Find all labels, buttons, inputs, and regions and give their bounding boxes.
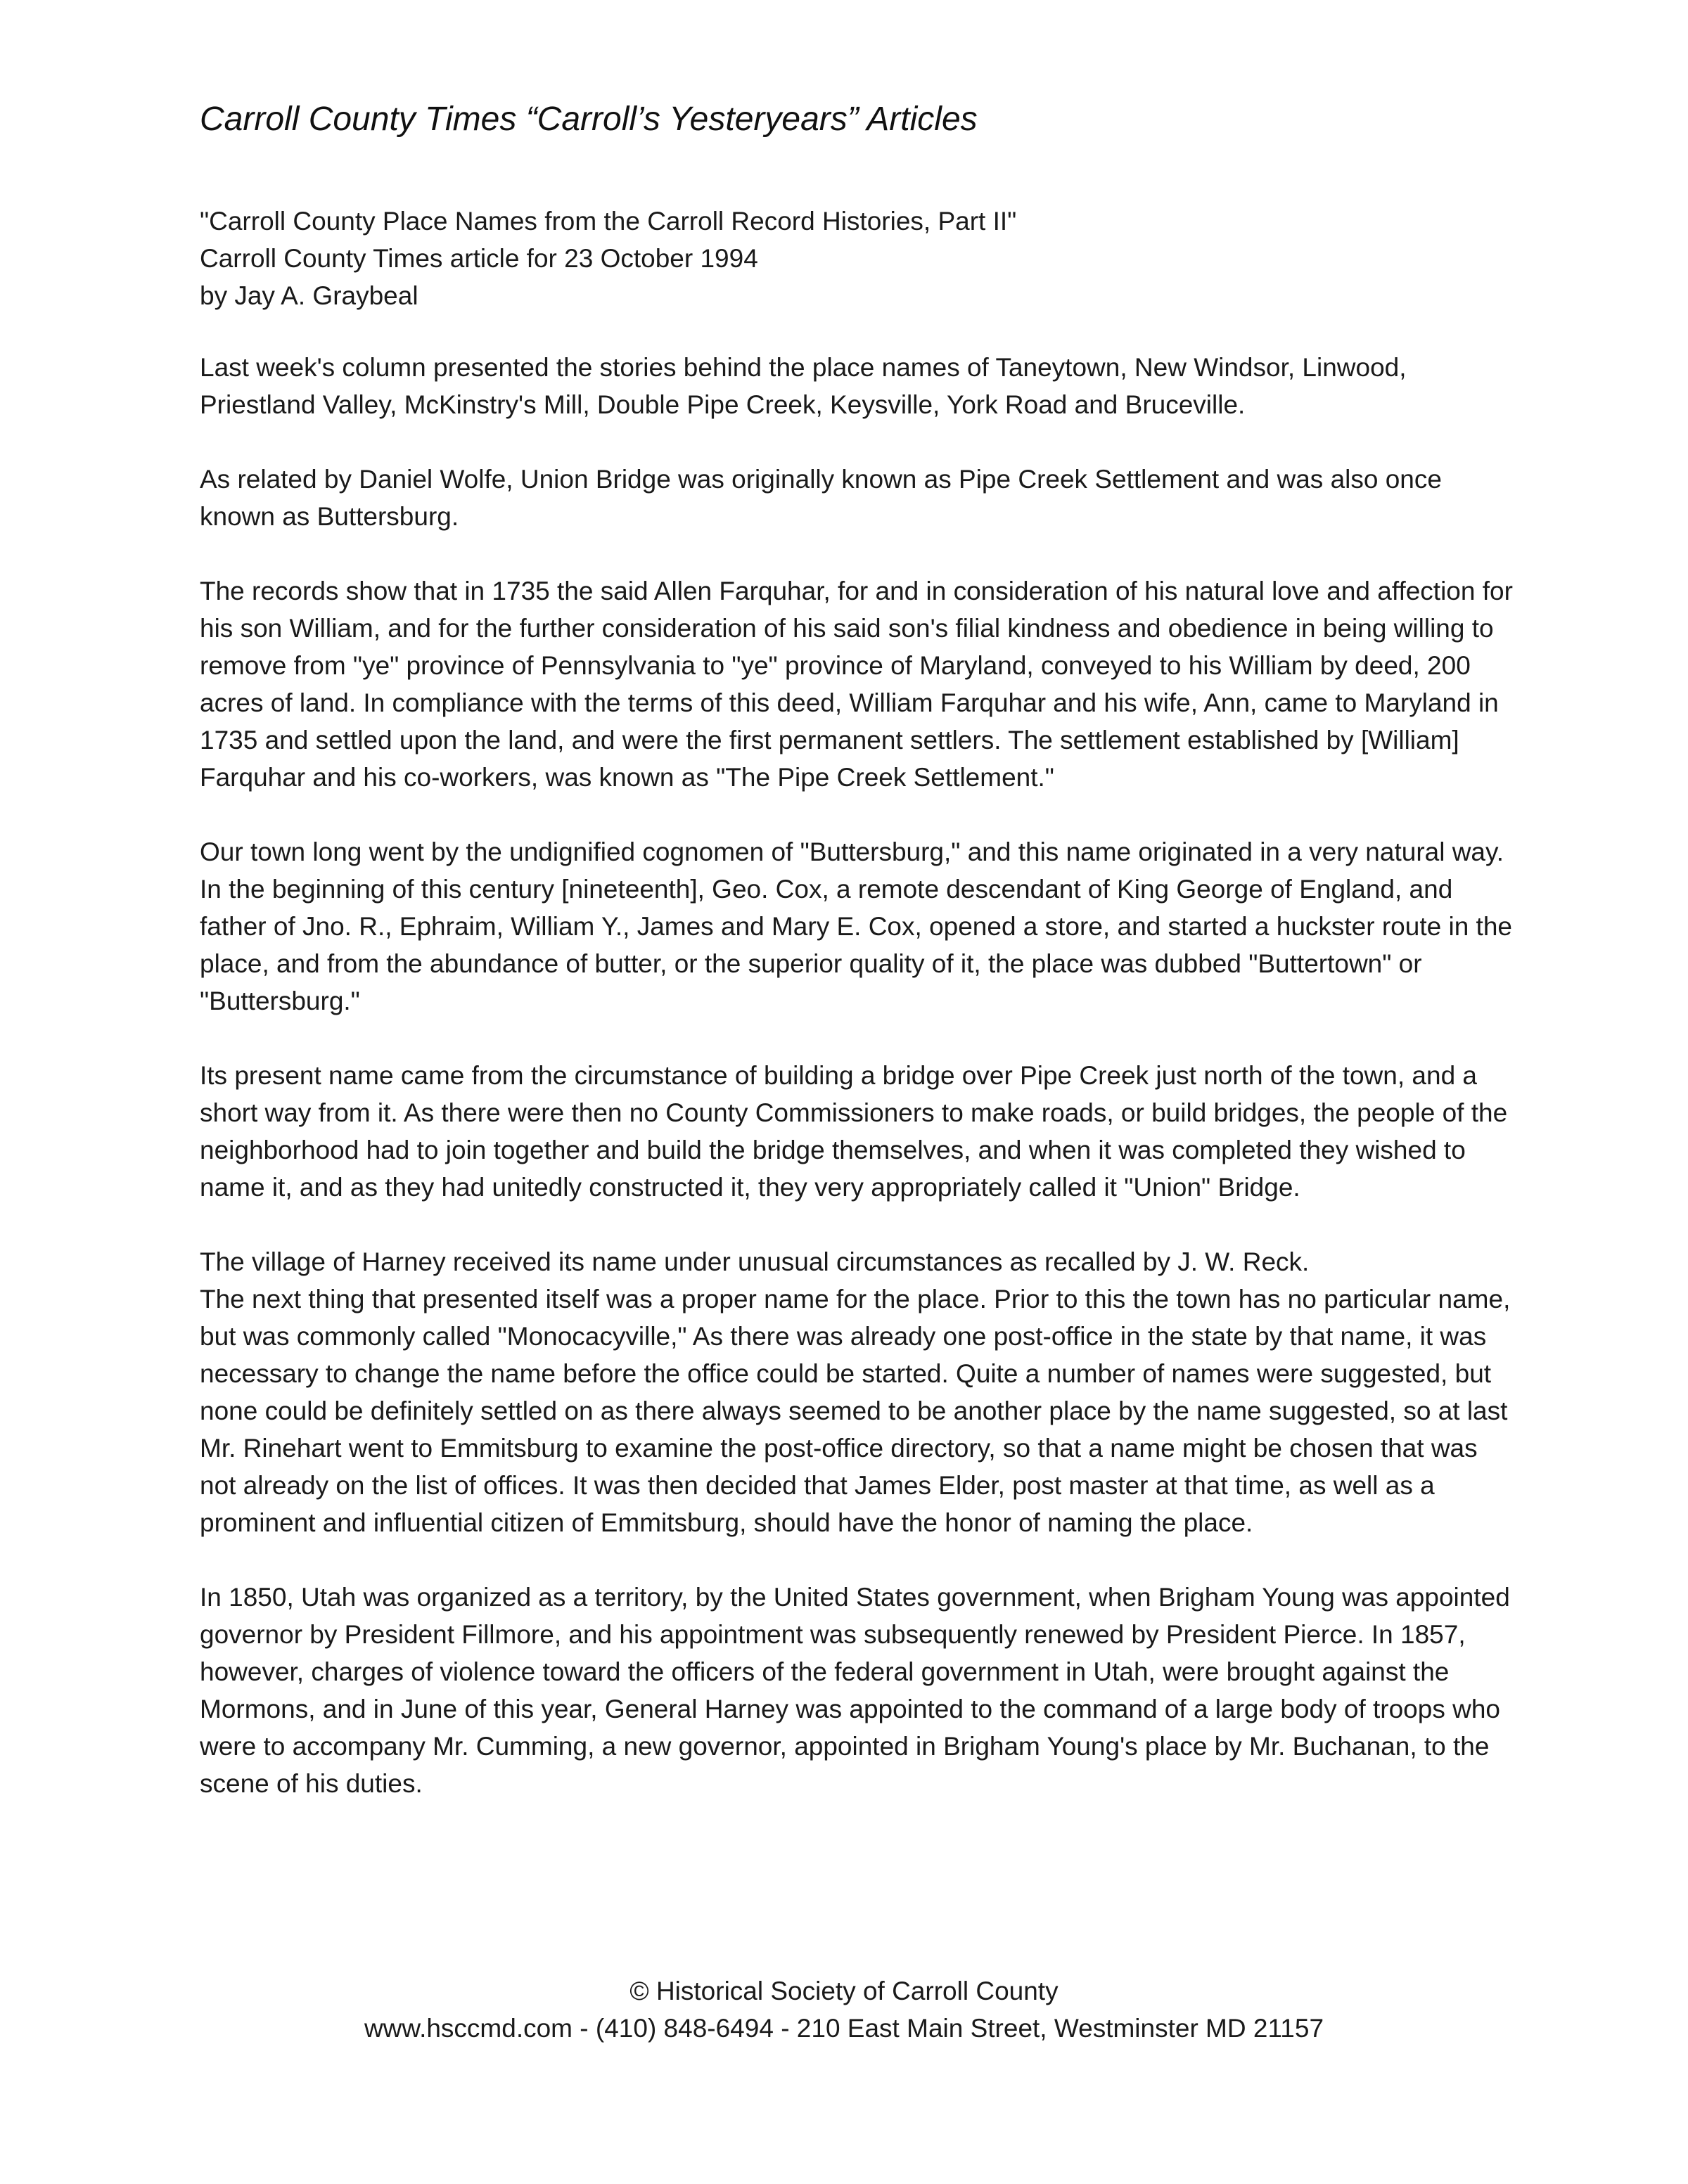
article-body: [200, 349, 1515, 1839]
footer-copyright: © Historical Society of Carroll County: [629, 1977, 1059, 2005]
paragraph-union-bridge: As related by Daniel Wolfe, Union Bridge was originally known as Pipe Creek Settlement and was also once known as Buttersburg.: [200, 465, 1442, 531]
paragraph-harney-intro: The village of Harney received its name under unusual circumstances as recalled by J. W. Reck.: [200, 1247, 1310, 1276]
article-publication: Carroll County Times article for 23 October 1994: [200, 244, 758, 273]
page-footer: [0, 1972, 1688, 2047]
article-byline: by Jay A. Graybeal: [200, 281, 418, 310]
page-header-title: Carroll County Times “Carroll’s Yesteryears” Articles: [200, 101, 978, 138]
paragraph-union-name: Its present name came from the circumstance of building a bridge over Pipe Creek just north of the town, and a short way from it. As there were then no County Commissioners to make roads, or build bridges, the people of the neighborhood had to join together and build the bridge themselves, and when it was completed they wished to name it, and as they had unitedly constructed it, they very appropriately called it "Union" Bridge.: [200, 1061, 1508, 1202]
paragraph-farquhar-records: The records show that in 1735 the said Allen Farquhar, for and in consideration of his natural love and affection for his son William, and for the further consideration of his said son's filial kindness and obedience in being willing to remove from "ye" province of Pennsylvania to "ye" province of Maryland, conveyed to his William by deed, 200 acres of land. In compliance with the terms of this deed, William Farquhar and his wife, Ann, came to Maryland in 1735 and settled upon the land, and were the first permanent settlers. The settlement established by [William] Farquhar and his co-workers, was known as "The Pipe Creek Settlement.": [200, 577, 1513, 792]
footer-contact: www.hsccmd.com - (410) 848-6494 - 210 East Main Street, Westminster MD 21157: [364, 2014, 1324, 2043]
article-meta: [200, 203, 1016, 314]
paragraph-buttersburg: Our town long went by the undignified cognomen of "Buttersburg," and this name originated in a very natural way. In the beginning of this century [nineteenth], Geo. Cox, a remote descendant of King George of England, and father of Jno. R., Ephraim, William Y., James and Mary E. Cox, opened a store, and started a huckster route in the place, and from the abundance of butter, or the superior quality of it, the place was dubbed "Buttertown" or "Buttersburg.": [200, 837, 1512, 1015]
paragraph-harney-naming: The next thing that presented itself was a proper name for the place. Prior to this the town has no particular name, but was commonly called "Monocacyville," As there was already one post-office in the state by that name, it was necessary to change the name before the office could be started. Quite a number of names were suggested, but none could be definitely settled on as there always seemed to be another place by the name suggested, so at last Mr. Rinehart went to Emmitsburg to examine the post-office directory, so that a name might be chosen that was not already on the list of offices. It was then decided that James Elder, post master at that time, as well as a prominent and influential citizen of Emmitsburg, should have the honor of naming the place.: [200, 1285, 1511, 1537]
article-headline: "Carroll County Place Names from the Carroll Record Histories, Part II": [200, 207, 1017, 236]
paragraph-intro: Last week's column presented the stories behind the place names of Taneytown, New Windsor, Linwood, Priestland Valley, McKinstry's Mill, Double Pipe Creek, Keysville, York Road and Bruceville.: [200, 353, 1407, 419]
paragraph-utah: In 1850, Utah was organized as a territory, by the United States government, when Brigham Young was appointed governor by President Fillmore, and his appointment was subsequently renewed by President Pierce. In 1857, however, charges of violence toward the officers of the federal government in Utah, were brought against the Mormons, and in June of this year, General Harney was appointed to the command of a large body of troops who were to accompany Mr. Cumming, a new governor, appointed in Brigham Young's place by Mr. Buchanan, to the scene of his duties.: [200, 1583, 1510, 1798]
